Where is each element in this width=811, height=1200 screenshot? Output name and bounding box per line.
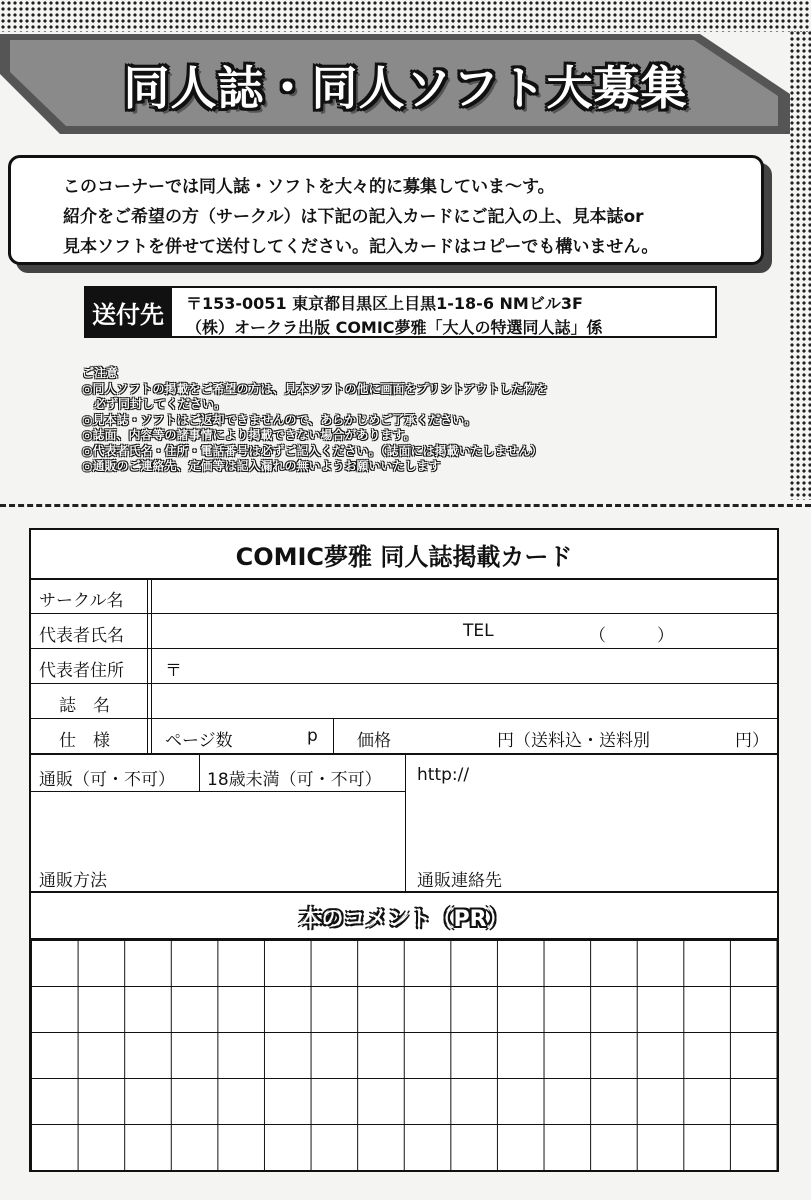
note-item: 必ず同封してください。 xyxy=(82,397,227,411)
intro-box xyxy=(8,155,764,265)
pages-unit: p xyxy=(307,726,318,746)
rep-name-label: 代表者氏名 xyxy=(39,626,124,646)
label-column-divider xyxy=(147,578,148,753)
mail-order-label: 通販（可・不可） xyxy=(39,770,175,790)
spec-label: 仕 様 xyxy=(59,731,110,751)
row-divider xyxy=(31,791,405,792)
intro-line-2: 紹介をご希望の方（サークル）は下記の記入カードにご記入の上、見本誌or xyxy=(63,207,644,227)
mail-method-label: 通販方法 xyxy=(39,871,107,891)
pr-comment-grid[interactable] xyxy=(31,940,777,1170)
note-item: ◎同人ソフトの掲載をご希望の方は、見本ソフトの他に画面をプリントアウトした物を xyxy=(82,381,548,396)
price-unit-close: 円） xyxy=(735,731,769,751)
entry-card xyxy=(29,528,779,1172)
mail-order-divider xyxy=(199,755,200,791)
pr-comment-title: 本のコメント（PR） xyxy=(299,907,509,932)
intro-line-1: このコーナーでは同人誌・ソフトを大々的に募集していま～す。 xyxy=(63,177,555,197)
note-item: ◎見本誌・ソフトはご返却できませんので、あらかじめご了承ください。 xyxy=(82,412,477,427)
row-divider xyxy=(31,613,777,614)
address-box xyxy=(172,286,717,338)
notes-heading: ご注意 xyxy=(82,366,119,380)
cut-line xyxy=(0,504,811,507)
pages-label: ページ数 xyxy=(165,731,233,751)
address-label: 送付先 xyxy=(84,286,172,338)
halftone-border-top xyxy=(0,0,811,32)
spec-divider xyxy=(333,718,334,753)
rep-address-label: 代表者住所 xyxy=(39,661,124,681)
circle-name-label: サークル名 xyxy=(39,591,124,611)
under18-label: 18歳未満（可・不可） xyxy=(207,770,382,790)
tel-label: TEL xyxy=(463,621,494,641)
row-divider xyxy=(31,718,777,719)
tel-area-code-paren: （ ） xyxy=(589,626,674,646)
notes-list xyxy=(82,366,548,475)
mail-contact-label: 通販連絡先 xyxy=(417,871,502,891)
row-divider xyxy=(31,648,777,649)
http-divider xyxy=(405,755,406,891)
row-divider xyxy=(31,891,777,893)
note-item: ◎誌面、内容等の諸事情により掲載できない場合があります。 xyxy=(82,428,416,442)
label-column-divider xyxy=(151,578,152,753)
row-divider xyxy=(31,753,777,755)
intro-line-3: 見本ソフトを併せて送付してください。記入カードはコピーでも構いません。 xyxy=(63,237,659,257)
price-label: 価格 xyxy=(357,731,391,751)
card-title: COMIC夢雅 同人誌掲載カード xyxy=(31,530,777,580)
postal-mark: 〒 xyxy=(165,661,182,681)
note-item: ◎代表者氏名・住所・電話番号は必ずご記入ください。（誌面には掲載いたしません） xyxy=(82,443,543,458)
page-title: 同人誌・同人ソフト大募集 xyxy=(123,61,688,115)
http-label: http:// xyxy=(417,765,470,785)
book-name-label: 誌 名 xyxy=(59,696,110,716)
price-shipping-note: 円（送料込・送料別 xyxy=(497,731,650,751)
address-line-1: 〒153-0051 東京都目黒区上目黒1-18-6 NMビル3F xyxy=(186,294,583,313)
address-line-2: （株）オークラ出版 COMIC夢雅「大人の特選同人誌」係 xyxy=(186,318,603,337)
row-divider xyxy=(31,683,777,684)
note-item: ◎通販のご連絡先、定価等は記入漏れの無いようお願いいたします xyxy=(82,459,441,473)
